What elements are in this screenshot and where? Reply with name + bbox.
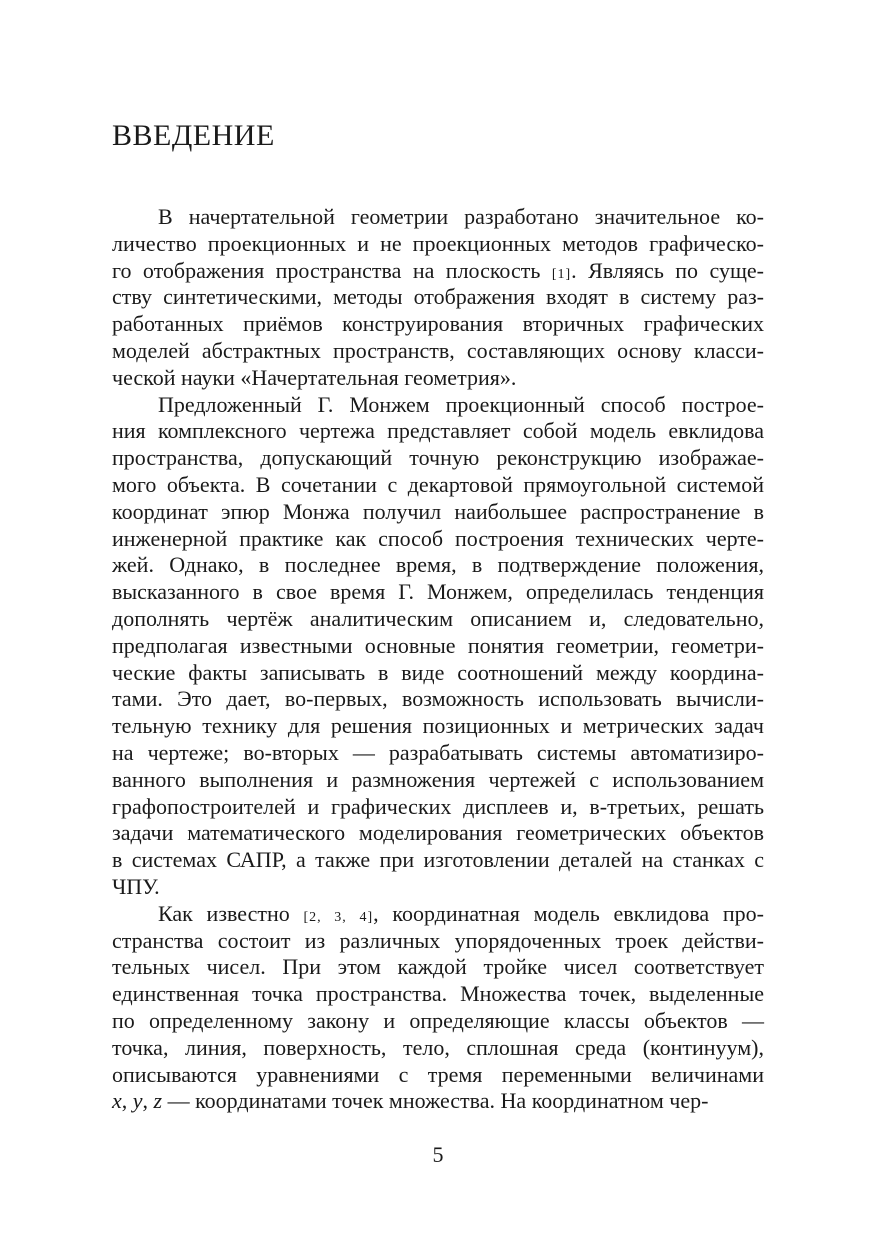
text-line: дополнять чертёж аналитическим описанием и, следовательно, [112,605,764,631]
text-line: графопостроителей и графических дисплеев и, в-третьих, решать [112,793,764,819]
math-variable: z [153,1088,163,1114]
text-line: ческой науки «Начертательная геометрия». [112,364,517,390]
text-line: жей. Однако, в последнее время, в подтверждение положения, [112,552,764,578]
text-line: задачи математического моделирования геометрических объектов [112,820,764,846]
text-line [112,258,764,285]
page-number: 5 [432,1142,444,1167]
text-segment: . Являясь по суще- [571,257,764,283]
text-line: тельную технику для решения позиционных и метрических задач [112,713,764,739]
text-line: личество проекционных и не проекционных методов графическо- [112,230,764,256]
text-line: по определенному закону и определяющие классы объектов — [112,1007,764,1033]
text-line: в системах САПР, а также при изготовлении деталей на станках с [112,847,764,873]
book-page [112,0,764,1241]
text-line: на чертеже; во-вторых — разрабатывать системы автоматизиро- [112,739,764,765]
text-line: ЧПУ. [112,873,160,899]
text-segment: го отображения пространства на плоскость [112,257,552,283]
text-segment: Как известно [158,900,304,926]
text-line: единственная точка пространства. Множества точек, выделенные [112,981,764,1007]
text-line: тельных чисел. При этом каждой тройке чисел соответствует [112,954,764,980]
text-line: точка, линия, поверхность, тело, сплошная среда (континуум), [112,1034,764,1060]
text-line: тами. Это дает, во-первых, возможность использовать вычисли- [112,686,764,712]
text-line: координат эпюр Монжа получил наибольшее распространение в [112,498,764,524]
text-line: работанных приёмов конструирования вторичных графических [112,311,764,337]
text-line: моделей абстрактных пространств, составляющих основу класси- [112,337,764,363]
text-line [112,901,764,928]
text-line: ству синтетическими, методы отображения входят в систему раз- [112,284,764,310]
text-line: мого объекта. В сочетании с декартовой прямоугольной системой [112,471,764,497]
text-line: В начертательной геометрии разработано значительное ко- [158,204,764,229]
text-line: ванного выполнения и размножения чертежей с использованием [112,766,764,792]
chapter-title: ВВЕДЕНИЕ [112,119,275,152]
citation-ref: [1] [551,266,572,282]
text-line: пространства, допускающий точную реконструкцию изображае- [112,445,764,471]
math-variable: y [132,1088,143,1114]
citation-ref: [2, 3, 4] [303,909,374,925]
text-line: странства состоит из различных упорядоченных троек действи- [112,927,764,953]
text-segment: , [142,1088,154,1114]
text-line: ния комплексного чертежа представляет собой модель евклидова [112,418,764,444]
text-line: описываются уравнениями с тремя переменными величинами [112,1061,764,1087]
text-line: предполагая известными основные понятия геометрии, геометри- [112,632,764,658]
text-line: инженерной практике как способ построения технических черте- [112,525,764,551]
text-line: Предложенный Г. Монжем проекционный способ построе- [158,391,764,417]
text-segment: — координатами точек множества. На координатном чер- [162,1088,709,1114]
text-line: ческие факты записывать в виде соотношений между координа- [112,659,764,685]
text-line: высказанного в свое время Г. Монжем, определилась тенденция [112,579,764,605]
body-text [112,204,764,1115]
math-variable: x [112,1088,122,1114]
text-line [112,1088,764,1115]
text-segment: , [121,1088,133,1114]
text-segment: , координатная модель евклидова про- [373,900,764,926]
